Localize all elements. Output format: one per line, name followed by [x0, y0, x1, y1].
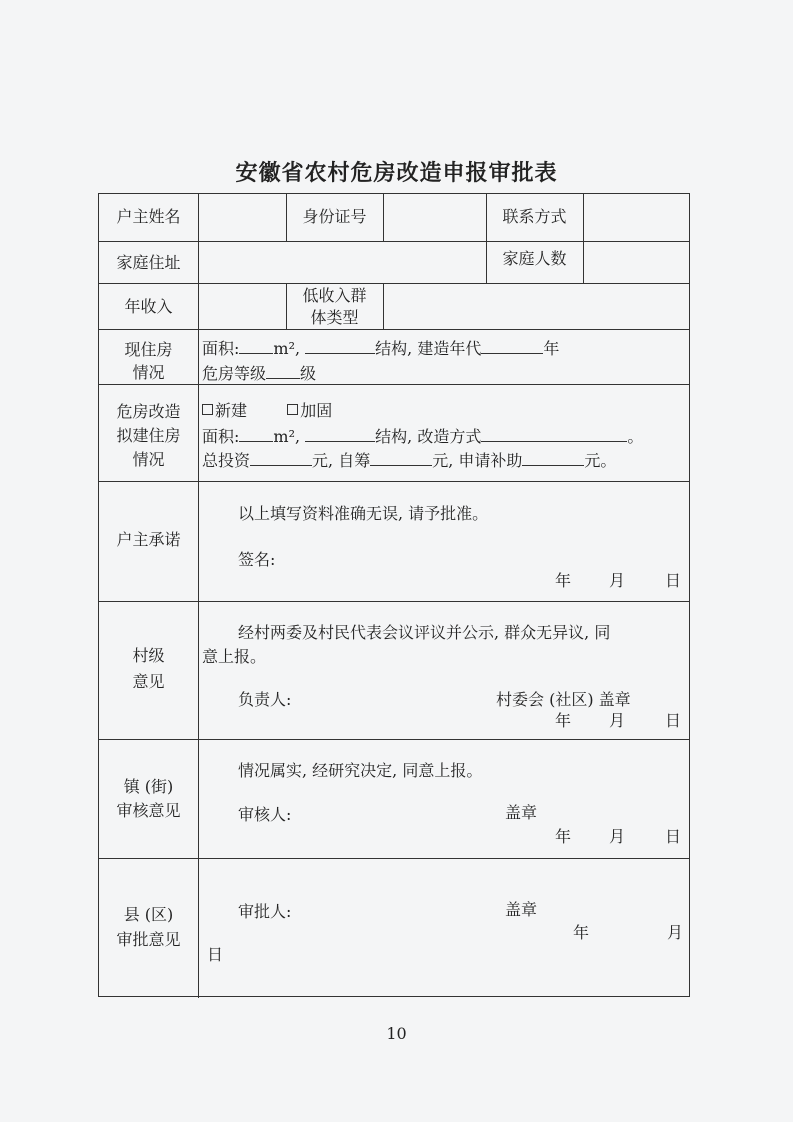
owner-sign-label: 签名:	[238, 550, 276, 569]
structure-blank[interactable]	[305, 339, 375, 354]
town-seal-label: 盖章	[505, 803, 538, 822]
structure-blank[interactable]	[305, 427, 375, 442]
village-opinion-label-line1: 村级	[132, 646, 165, 665]
renovation-line3	[202, 451, 616, 470]
contact-label: 联系方式	[502, 207, 567, 226]
total-investment-blank[interactable]	[250, 451, 312, 466]
commitment-text: 以上填写资料准确无误, 请予批准。	[238, 504, 489, 523]
date-day: 日	[665, 827, 682, 846]
row-divider	[99, 739, 689, 740]
total-investment-label: 总投资	[202, 451, 251, 470]
date-month: 月	[609, 711, 626, 730]
date-year: 年	[573, 923, 590, 942]
date-year: 年	[555, 571, 572, 590]
town-reviewer-label: 审核人:	[238, 805, 292, 824]
grade-unit-label: 级	[300, 364, 317, 383]
current-house-line2	[202, 364, 316, 383]
income-label: 年收入	[124, 297, 173, 316]
column-divider	[583, 194, 584, 283]
new-build-checkbox[interactable]	[202, 404, 213, 415]
structure-label: 结构, 改造方式	[375, 427, 482, 446]
current-house-label-line2: 情况	[132, 363, 165, 382]
village-text-line2: 意上报。	[202, 647, 267, 666]
low-income-type-label-line1: 低收入群	[302, 286, 367, 305]
row-divider	[99, 384, 689, 385]
renovation-label-line3: 情况	[132, 450, 165, 469]
row-divider	[99, 601, 689, 602]
date-year: 年	[555, 711, 572, 730]
area-label: 面积:	[202, 339, 240, 358]
date-year: 年	[555, 827, 572, 846]
county-seal-label: 盖章	[505, 900, 538, 919]
date-month: 月	[609, 827, 626, 846]
row-divider	[99, 858, 689, 859]
date-month: 月	[609, 571, 626, 590]
unit-label: m²,	[273, 339, 301, 358]
renovation-options	[202, 402, 332, 420]
address-label: 家庭住址	[116, 253, 181, 272]
family-size-label: 家庭人数	[502, 249, 567, 268]
grade-label: 危房等级	[202, 364, 267, 383]
self-funded-label: 元, 自筹	[312, 451, 371, 470]
build-year-blank[interactable]	[481, 339, 543, 354]
subsidy-blank[interactable]	[522, 451, 584, 466]
row-divider	[99, 283, 689, 284]
id-number-label: 身份证号	[302, 207, 367, 226]
county-approver-label: 审批人:	[238, 902, 292, 921]
reinforce-checkbox[interactable]	[287, 404, 298, 415]
renovation-label-line1: 危房改造	[116, 402, 181, 421]
date-month: 月	[667, 923, 684, 942]
town-text: 情况属实, 经研究决定, 同意上报。	[238, 761, 483, 780]
method-blank[interactable]	[481, 427, 627, 442]
current-house-line1	[202, 339, 559, 358]
subsidy-label: 元, 申请补助	[432, 451, 523, 470]
county-approval-label-line1: 县 (区)	[123, 905, 174, 924]
column-divider	[383, 283, 384, 329]
period-mark: 。	[627, 427, 644, 446]
town-review-label-line1: 镇 (街)	[123, 777, 174, 796]
owner-commitment-label: 户主承诺	[116, 530, 181, 549]
row-divider	[99, 481, 689, 482]
area-blank[interactable]	[239, 339, 273, 354]
date-day: 日	[207, 945, 224, 964]
village-responsible-label: 负责人:	[238, 690, 292, 709]
year-label: 年	[543, 339, 560, 358]
town-review-label-line2: 审核意见	[116, 801, 181, 820]
village-seal-label: 村委会 (社区) 盖章	[496, 690, 631, 709]
current-house-label-line1: 现住房	[124, 340, 173, 359]
grade-blank[interactable]	[266, 364, 300, 379]
self-funded-blank[interactable]	[370, 451, 432, 466]
yuan-label: 元。	[584, 451, 617, 470]
column-divider	[383, 194, 384, 241]
reinforce-label: 加固	[300, 401, 333, 420]
village-text-line1: 经村两委及村民代表会议评议并公示, 群众无异议, 同	[238, 623, 611, 642]
area-blank[interactable]	[239, 427, 273, 442]
date-day: 日	[665, 711, 682, 730]
county-approval-label-line2: 审批意见	[116, 930, 181, 949]
application-form	[98, 193, 690, 997]
owner-name-label: 户主姓名	[116, 207, 181, 226]
row-divider	[99, 241, 689, 242]
date-day: 日	[665, 571, 682, 590]
form-title: 安徽省农村危房改造申报审批表	[235, 160, 558, 186]
new-build-label: 新建	[215, 401, 248, 420]
area-label: 面积:	[202, 427, 240, 446]
structure-label: 结构, 建造年代	[375, 339, 482, 358]
low-income-type-label-line2: 体类型	[310, 308, 359, 327]
column-divider	[198, 194, 199, 998]
renovation-line2	[202, 427, 643, 446]
row-divider	[99, 329, 689, 330]
renovation-label-line2: 拟建住房	[116, 426, 181, 445]
village-opinion-label-line2: 意见	[132, 672, 165, 691]
unit-label: m²,	[273, 427, 301, 446]
page-number: 10	[386, 1024, 407, 1043]
